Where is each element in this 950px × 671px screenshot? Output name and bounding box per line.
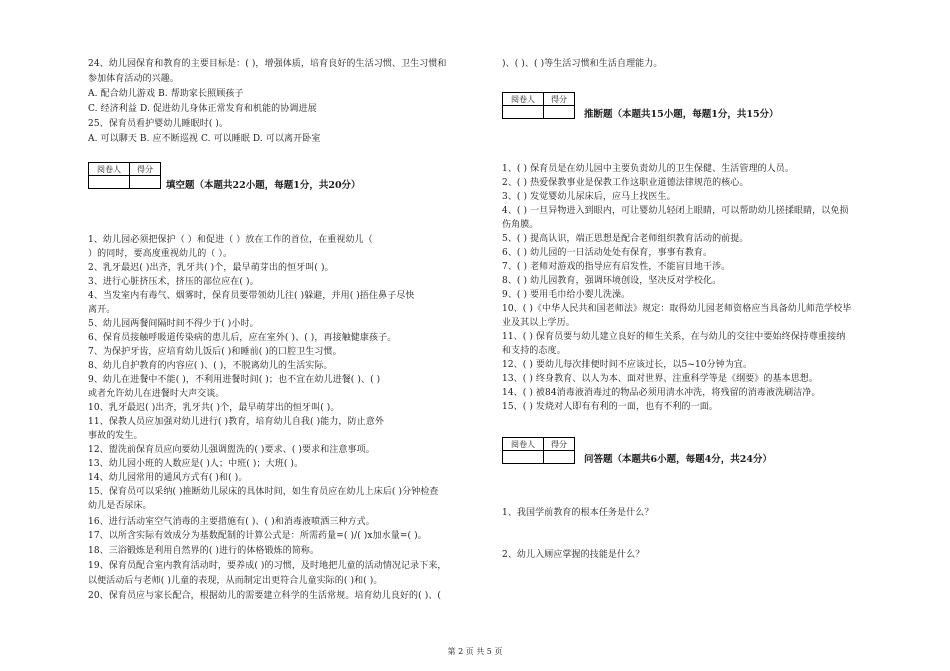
fill-line: 以便活动后与老师( )儿童的表现，从而制定出更符合儿童实际的( )和( )。 bbox=[88, 576, 383, 586]
score-box-judge bbox=[502, 92, 575, 119]
judge-line: 10、( )《中华人民共和国老师法》规定：取得幼儿园老师资格应当具备幼儿师范学校毕 bbox=[502, 304, 852, 314]
reviewer-label: 阅卷人 bbox=[503, 93, 544, 106]
score-cell bbox=[544, 451, 575, 464]
score-box-qa bbox=[502, 437, 575, 464]
fill-line: 2、乳牙最迟( )出齐，乳牙共( )个，最早萌芽出的恒牙叫( )。 bbox=[88, 263, 334, 273]
judge-line: 12、( ) 要幼儿每次排便时间不应该过长，以5~10分钟为宜。 bbox=[502, 360, 753, 370]
fill-line: 7、为保护牙齿，应培育幼儿饭后( )和睡前( )的口腔卫生习惯。 bbox=[88, 347, 342, 357]
score-label: 得分 bbox=[130, 163, 161, 176]
fill-line: 16、进行活动室空气消毒的主要措施有( )、( )和消毒液喷洒三种方式。 bbox=[88, 517, 375, 527]
judge-line: 4、( ) 一旦异物进入到眼内，可让婴幼儿轻闭上眼睛，可以帮助幼儿搓揉眼睛，以免损 bbox=[502, 206, 849, 216]
fill-line: 或者允许幼儿在进餐时大声交谈。 bbox=[88, 389, 225, 399]
judge-line: 3、( ) 发觉婴幼儿尿床后，应马上找医生。 bbox=[502, 192, 676, 202]
fill-line: 9、幼儿在进餐中不能( )，不利用进餐时间( )；也不宜在幼儿进餐( )、( ) bbox=[88, 375, 381, 385]
question-25-options: A. 可以聊天 B. 应不断巡视 C. 可以睡眠 D. 可以离开卧室 bbox=[88, 134, 321, 144]
score-cell bbox=[544, 106, 575, 119]
question-25: 25、保育员看护婴幼儿睡眠时( )。 bbox=[88, 119, 229, 129]
judge-line: 5、( ) 提高认识，端正思想是配合老师组织教育活动的前提。 bbox=[502, 234, 749, 244]
fill-line: 18、三浴锻炼是利用自然界的( )进行的体格锻炼的简称。 bbox=[88, 546, 320, 556]
fill-line: 离开。 bbox=[88, 305, 116, 315]
judge-line: 11、( ) 保育员要与幼儿建立良好的师生关系，在与幼儿的交往中要始终保持尊重接纳 bbox=[502, 332, 846, 342]
fill-line: 6、保育员接触呼吸道传染病的患儿后，应在室外( )、( )，再接触健康孩子。 bbox=[88, 333, 397, 343]
judge-line: 7、( ) 老师对游戏的指导应有启发性，不能盲目地干涉。 bbox=[502, 262, 731, 272]
judge-line: 1、( ) 保育员是在幼儿园中主要负责幼儿的卫生保健、生活管理的人员。 bbox=[502, 164, 794, 174]
fill-line: 4、当发室内有毒气、烟雾时，保育员要带领幼儿往( )躲避，并用( )捂住鼻子尽快 bbox=[88, 291, 415, 301]
reviewer-cell bbox=[503, 451, 544, 464]
fill-line: 13、幼儿园小班的人数应是( )人；中班( )；大班( )。 bbox=[88, 459, 304, 469]
fill-line: 14、幼儿园常用的通风方式有( )和( )。 bbox=[88, 473, 248, 483]
fill-line: 事故的发生。 bbox=[88, 431, 143, 441]
judge-line: 伤角膜。 bbox=[502, 220, 539, 230]
judge-line: 13、( ) 终身教育、以人为本、面对世界、注重科学等是《纲要》的基本思想。 bbox=[502, 374, 818, 384]
judge-line: 8、( ) 幼儿园教育，强调环境创设，坚决反对学校化。 bbox=[502, 276, 722, 286]
fill-line: 11、保教人员应加强对幼儿进行( )教育，培育幼儿自我( )能力，防止意外 bbox=[88, 417, 384, 427]
fill-line: 3、进行心脏挤压术，挤压的部位应在( )。 bbox=[88, 277, 259, 287]
judge-line: 15、( ) 发烧对人即有有利的一面，也有不利的一面。 bbox=[502, 402, 718, 412]
score-box-fill bbox=[88, 162, 161, 189]
reviewer-label: 阅卷人 bbox=[503, 438, 544, 451]
judge-line: 9、( ) 要用毛巾给小婴儿洗澡。 bbox=[502, 290, 631, 300]
question-24-options-cd: C. 经济利益 D. 促进幼儿身体正常发育和机能的协调进展 bbox=[88, 104, 317, 114]
reviewer-label: 阅卷人 bbox=[89, 163, 130, 176]
fill-line: 15、保育员可以采纳( )推断幼儿尿床的具体时间，如生育员应在幼儿上床后( )分钟检查 bbox=[88, 487, 439, 497]
fill-line: 10、乳牙最迟( )出齐，乳牙共( )个，最早萌芽出的恒牙叫( )。 bbox=[88, 403, 340, 413]
reviewer-cell bbox=[503, 106, 544, 119]
fill-line: 12、盥洗前保育员应向要幼儿强调盥洗的( )要求、( )要求和注意事项。 bbox=[88, 445, 375, 455]
reviewer-cell bbox=[89, 176, 130, 189]
qa-section-heading: 问答题（本题共6小题，每题4分，共24分） bbox=[584, 454, 772, 465]
judge-line: 和支持的态度。 bbox=[502, 346, 566, 356]
score-label: 得分 bbox=[544, 438, 575, 451]
score-cell bbox=[130, 176, 161, 189]
question-24-line-2: 参加体育活动的兴趣。 bbox=[88, 74, 180, 84]
question-24-options-ab: A. 配合幼儿游戏 B. 帮助家长照顾孩子 bbox=[88, 89, 244, 99]
qa-question: 1、我国学前教育的根本任务是什么？ bbox=[502, 508, 654, 518]
fill-line: ）的同时，要高度重视幼儿的（ ）。 bbox=[88, 249, 233, 259]
fill-line: 幼儿是否尿床。 bbox=[88, 501, 152, 511]
fill-line: 19、保育员配合室内教育活动时，要养成( )的习惯，及时地把儿童的活动情况记录下来， bbox=[88, 561, 447, 571]
fill-line: 1、幼儿园必须把保护（ ）和促进（ ）放在工作的首位，在重视幼儿（ bbox=[88, 235, 373, 245]
judge-line: 14、( ) 被84消毒液消毒过的物品必须用清水冲洗，将残留的消毒液洗刷洁净。 bbox=[502, 388, 821, 398]
score-label: 得分 bbox=[544, 93, 575, 106]
question-20-continued: )、( )、( )等生活习惯和生活自理能力。 bbox=[502, 59, 663, 69]
judge-line: 业及其以上学历。 bbox=[502, 318, 575, 328]
fill-section-heading: 填空题（本题共22小题，每题1分，共20分） bbox=[166, 180, 361, 191]
qa-question: 2、幼儿入厕应掌握的技能是什么？ bbox=[502, 550, 645, 560]
fill-line: 17、以所含实际有效成分为基数配制的计算公式是：所需药量=( )/( )x加水量=( )。 bbox=[88, 531, 427, 541]
judge-section-heading: 推断题（本题共15小题，每题1分，共15分） bbox=[584, 109, 779, 120]
judge-line: 2、( ) 热爱保教事业是保教工作这职业道德法律规范的核心。 bbox=[502, 178, 749, 188]
fill-line: 8、幼儿自护教育的内容应( )、( )，不脱离幼儿的生活实际。 bbox=[88, 361, 333, 371]
judge-line: 6、( ) 幼儿园的一日活动处处有保育，事事有教育。 bbox=[502, 248, 713, 258]
fill-line: 5、幼儿园两餐间隔时间不得少于( )小时。 bbox=[88, 319, 259, 329]
page-footer: 第 2 页 共 5 页 bbox=[447, 647, 503, 656]
question-24-line-1: 24、幼儿园保育和教育的主要目标是：( )，增强体质，培育良好的生活习惯、卫生习惯和 bbox=[88, 59, 447, 69]
fill-line: 20、保育员应与家长配合，根据幼儿的需要建立科学的生活常规。培育幼儿良好的( )、( bbox=[88, 591, 442, 601]
